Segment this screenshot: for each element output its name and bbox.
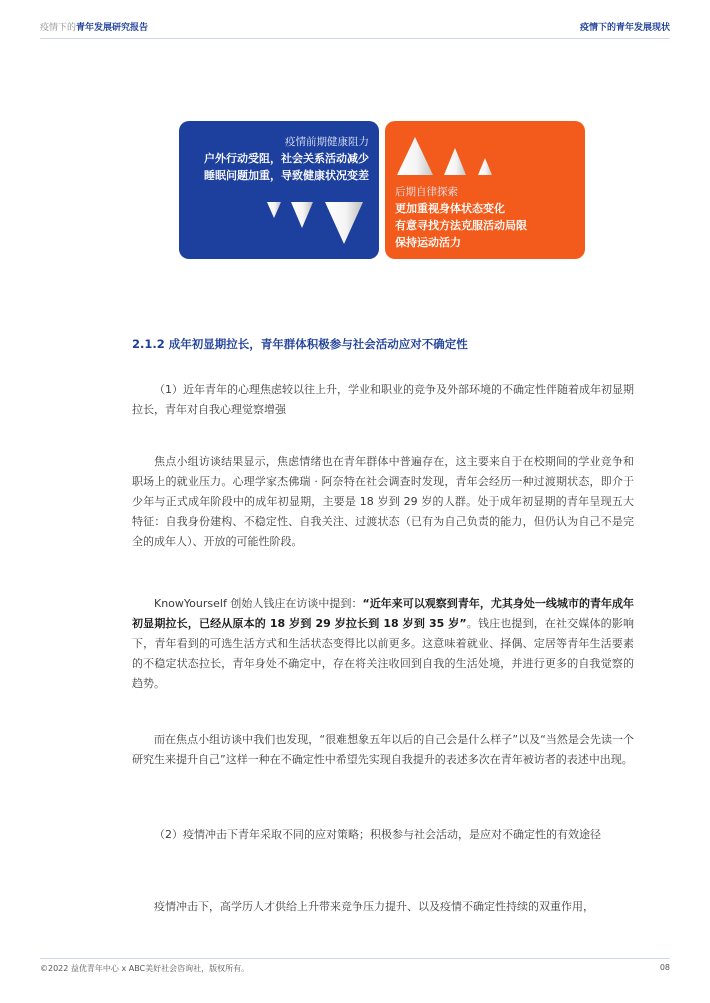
self-discipline-line-2: 有意寻找方法克服活动局限 <box>395 219 527 232</box>
paragraph-6 <box>132 897 634 917</box>
paragraph-6-text: 疫情冲击下，高学历人才供给上升带来竞争压力提升、以及疫情不确定性持续的双重作用， <box>154 900 594 913</box>
chapter-title: 疫情下的青年发展现状 <box>579 22 670 33</box>
health-obstacle-title: 疫情前期健康阻力 <box>285 136 369 148</box>
page-footer <box>40 963 670 977</box>
upward-cones-icon <box>395 135 505 179</box>
health-obstacle-box <box>179 121 379 259</box>
paragraph-4-text: 而在焦点小组访谈中我们也发现，“很难想象五年以后的自己会是什么样子”以及“当然是会先读一个研究生来提升自己”这样一种在不确定性中希望先实现自我提升的表述多次在青年被访者的表述中出现。 <box>132 733 634 766</box>
copyright-text: ©2022 益优青年中心 x ABC美好社会咨询社，版权所有。 <box>40 964 250 973</box>
paragraph-3-quote: “近年来可以观察到青年，尤其身处一线城市的青年成年初显期拉长，已经从原本的 18 岁到 29 岁拉长到 18 岁到 35 岁” <box>132 597 634 630</box>
section-heading: 2.1.2 成年初显期拉长，青年群体积极参与社会活动应对不确定性 <box>132 337 468 351</box>
paragraph-5-text: （2）疫情冲击下青年采取不同的应对策略；积极参与社会活动，是应对不确定性的有效途径 <box>154 828 601 841</box>
report-title-light: 疫情下的 <box>40 22 77 33</box>
paragraph-3-intro: KnowYourself 创始人钱庄在访谈中提到： <box>154 597 363 610</box>
self-discipline-line-1: 更加重视身体状态变化 <box>395 202 505 215</box>
self-discipline-title: 后期自律探索 <box>395 186 458 198</box>
paragraph-3 <box>132 594 634 694</box>
paragraph-3-rest: 。钱庄也提到，在社交媒体的影响下，青年看到的可选生活方式和生活状态变得比以前更多。这意味着就业、择偶、定居等青年生活要素的不稳定状态拉长，青年身处不确定中，存在将关注收回到自我的生活处境，并进行更多的自我觉察的趋势。 <box>132 617 634 690</box>
self-discipline-box <box>385 121 585 259</box>
report-title <box>40 20 148 33</box>
self-discipline-line-3: 保持运动活力 <box>395 236 461 249</box>
footer-divider <box>40 958 670 959</box>
paragraph-5 <box>132 825 634 845</box>
header-divider <box>40 38 670 39</box>
health-obstacle-line-2: 睡眠问题加重，导致健康状况变差 <box>204 169 369 182</box>
page-number: 08 <box>659 963 670 972</box>
paragraph-4 <box>132 730 634 770</box>
paragraph-1 <box>132 380 634 420</box>
page-header <box>40 16 670 36</box>
paragraph-2 <box>132 452 634 552</box>
paragraph-1-text: （1）近年青年的心理焦虑较以往上升，学业和职业的竞争及外部环境的不确定性伴随着成年初显期拉长，青年对自我心理觉察增强 <box>132 383 634 416</box>
report-title-bold: 青年发展研究报告 <box>76 22 149 33</box>
paragraph-2-text: 焦点小组访谈结果显示，焦虑情绪也在青年群体中普遍存在，这主要来自于在校期间的学业竞争和职场上的就业压力。心理学家杰佛瑞 · 阿奈特在社会调查时发现，青年会经历一种过渡期状态，即介于少年与正式成年阶段中的成年初显期，主要是 18 岁到 29 岁的人群。处于成年初显期的青年呈现五大特征：自我身份建构、不稳定性、自我关注、过渡状态（已有为自己负责的能力，但仍认为自己不是完全的成年人）、开放的可能性阶段。 <box>132 455 634 548</box>
downward-cones-icon <box>265 200 375 260</box>
health-obstacle-line-1: 户外行动受阻，社会关系活动减少 <box>204 152 369 165</box>
